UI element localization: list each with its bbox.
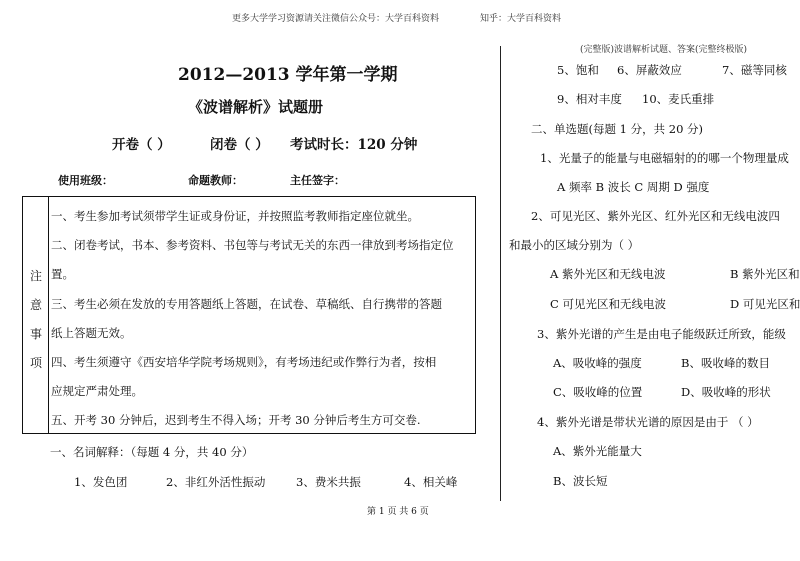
notice-line: 二、闭卷考试，书本、参考资料、书包等与考试无关的东西一律放到考场指定位 <box>51 238 454 252</box>
term-item: 4、相关峰 <box>404 475 458 489</box>
page-title: 2012—2013 学年第一学期 <box>178 65 398 85</box>
section1-title: 一、名词解释：（每题 4 分，共 40 分） <box>50 445 254 459</box>
notice-line: 纸上答题无效。 <box>51 326 132 340</box>
option-b: B、波长短 <box>553 474 608 488</box>
term-item: 2、非红外活性振动 <box>166 475 266 489</box>
notice-line: 应规定严肃处理。 <box>51 384 143 398</box>
term-item: 7、磁等同核 <box>722 63 787 77</box>
column-divider <box>500 46 501 501</box>
notice-line: 四、考生须遵守《西安培华学院考场规则》，有考场违纪或作弊行为者，按相 <box>51 355 437 369</box>
option-a: A、吸收峰的强度 <box>553 356 642 370</box>
option-c: C、吸收峰的位置 <box>553 385 643 399</box>
term-item: 1、发色团 <box>74 475 128 489</box>
notice-label-char: 注 <box>30 269 43 283</box>
question-stem: 3、紫外光谱的产生是由电子能级跃迁所致，能级 <box>537 327 786 341</box>
notice-line: 一、考生参加考试须带学生证或身份证，并按照监考教师指定座位就坐。 <box>51 209 419 223</box>
exam-subtitle: 《波谱解析》试题册 <box>188 98 324 116</box>
section2-title: 二、单选题(每题 1 分，共 20 分) <box>531 122 704 136</box>
notice-label-char: 项 <box>30 356 43 370</box>
term-item: 10、麦氏重排 <box>642 92 715 106</box>
option-a: A、紫外光能量大 <box>553 444 642 458</box>
term-item: 6、屏蔽效应 <box>617 63 682 77</box>
notice-label-char: 意 <box>30 298 43 312</box>
notice-label-column <box>23 197 49 433</box>
question-stem: 2、可见光区、紫外光区、红外光区和无线电波四 <box>531 209 780 223</box>
notice-line: 五、开考 30 分钟后，迟到考生不得入场；开考 30 分钟后考生方可交卷. <box>51 413 421 427</box>
question-options: A 频率 B 波长 C 周期 D 强度 <box>557 180 710 194</box>
option-d: D 可见光区和 <box>730 297 800 311</box>
option-b: B、吸收峰的数目 <box>681 356 770 370</box>
notice-line: 置。 <box>51 267 74 281</box>
class-label: 使用班级： <box>58 174 113 187</box>
doc-title-note: (完整版)波谱解析试题、答案(完整终极版) <box>580 45 748 55</box>
question-stem: 4、紫外光谱是带状光谱的原因是由于 （ ） <box>537 415 759 429</box>
closed-book-label: 闭卷（ ） <box>210 137 269 153</box>
question-stem-cont: 和最小的区域分别为（ ） <box>509 238 640 252</box>
option-b: B 紫外光区和 <box>730 267 800 281</box>
option-c: C 可见光区和无线电波 <box>550 297 666 311</box>
term-item: 9、相对丰度 <box>557 92 622 106</box>
exam-duration: 考试时长：120 分钟 <box>290 137 418 153</box>
director-label: 主任签字： <box>290 174 345 187</box>
term-item: 5、饱和 <box>557 63 599 77</box>
open-book-label: 开卷（ ） <box>112 137 171 153</box>
question-stem: 1、光量子的能量与电磁辐射的的哪一个物理量成 <box>540 151 789 165</box>
notice-line: 三、考生必须在发放的专用答题纸上答题，在试卷、草稿纸、自行携带的答题 <box>51 297 442 311</box>
notice-table <box>22 196 476 434</box>
page-number: 第 1 页 共 6 页 <box>367 507 429 517</box>
notice-label-char: 事 <box>30 327 43 341</box>
option-d: D、吸收峰的形状 <box>681 385 771 399</box>
teacher-label: 命题教师： <box>188 174 243 187</box>
option-a: A 紫外光区和无线电波 <box>550 267 666 281</box>
term-item: 3、费米共振 <box>296 475 361 489</box>
header-note-zhihu: 知乎：大学百科资料 <box>480 14 562 24</box>
header-note-wechat: 更多大学学习资源请关注微信公众号：大学百科资料 <box>232 14 440 24</box>
